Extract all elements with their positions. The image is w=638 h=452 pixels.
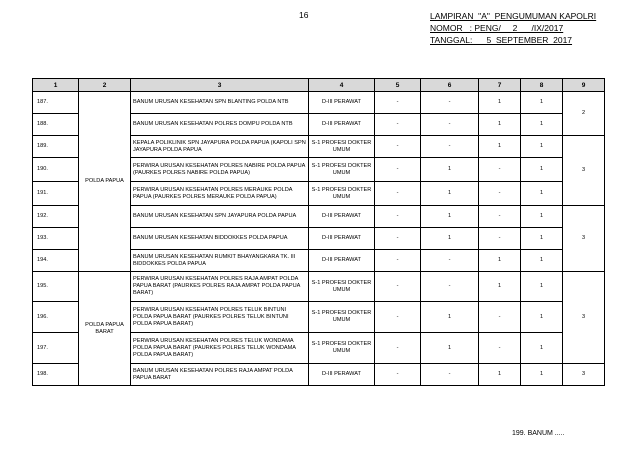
qualification-cell: S-1 PROFESI DOKTER UMUM xyxy=(309,333,375,364)
value-cell: 1 xyxy=(521,206,563,228)
value-cell: 1 xyxy=(521,228,563,250)
column-header: 5 xyxy=(375,79,421,92)
row-number: 190. xyxy=(33,158,79,182)
column-header: 6 xyxy=(421,79,479,92)
attachment-date: TANGGAL: 5 SEPTEMBER 2017 xyxy=(430,35,573,45)
value-cell: 1 xyxy=(479,136,521,158)
value-cell: - xyxy=(375,182,421,206)
group-total-cell: 3 xyxy=(563,364,605,386)
qualification-cell: D-III PERAWAT xyxy=(309,92,375,114)
value-cell: 1 xyxy=(521,333,563,364)
value-cell: - xyxy=(479,182,521,206)
value-cell: 1 xyxy=(421,333,479,364)
row-number: 191. xyxy=(33,182,79,206)
value-cell: 1 xyxy=(521,182,563,206)
value-cell: 1 xyxy=(421,182,479,206)
row-number: 197. xyxy=(33,333,79,364)
qualification-cell: D-III PERAWAT xyxy=(309,364,375,386)
row-number: 188. xyxy=(33,114,79,136)
value-cell: 1 xyxy=(521,364,563,386)
table-row xyxy=(33,92,605,114)
value-cell: - xyxy=(421,114,479,136)
column-header: 7 xyxy=(479,79,521,92)
value-cell: 1 xyxy=(479,250,521,272)
value-cell: - xyxy=(375,333,421,364)
value-cell: - xyxy=(375,206,421,228)
group-total-cell: 3 xyxy=(563,206,605,272)
value-cell: 1 xyxy=(479,92,521,114)
qualification-cell: S-1 PROFESI DOKTER UMUM xyxy=(309,302,375,333)
value-cell: - xyxy=(421,250,479,272)
row-number: 194. xyxy=(33,250,79,272)
row-number: 189. xyxy=(33,136,79,158)
value-cell: - xyxy=(375,228,421,250)
value-cell: - xyxy=(375,272,421,302)
column-header: 9 xyxy=(563,79,605,92)
attachment-header xyxy=(430,10,596,46)
value-cell: - xyxy=(375,302,421,333)
value-cell: 1 xyxy=(521,250,563,272)
row-number: 187. xyxy=(33,92,79,114)
position-cell: BANUM URUSAN KESEHATAN BIDDOKKES POLDA PAPUA xyxy=(131,228,309,250)
group-total-cell: 2 xyxy=(563,92,605,136)
value-cell: - xyxy=(421,92,479,114)
value-cell: - xyxy=(479,333,521,364)
value-cell: - xyxy=(375,250,421,272)
qualification-cell: S-1 PROFESI DOKTER UMUM xyxy=(309,136,375,158)
column-header: 1 xyxy=(33,79,79,92)
value-cell: 1 xyxy=(421,158,479,182)
position-cell: BANUM URUSAN KESEHATAN RUMKIT BHAYANGKARA TK. III BIDDOKKES POLDA PAPUA xyxy=(131,250,309,272)
group-total-cell: 3 xyxy=(563,136,605,206)
value-cell: 1 xyxy=(421,206,479,228)
value-cell: 1 xyxy=(421,302,479,333)
position-cell: BANUM URUSAN KESEHATAN POLRES RAJA AMPAT POLDA PAPUA BARAT xyxy=(131,364,309,386)
value-cell: - xyxy=(479,228,521,250)
value-cell: - xyxy=(479,302,521,333)
region-cell: POLDA PAPUA BARAT xyxy=(79,272,131,386)
qualification-cell: D-III PERAWAT xyxy=(309,228,375,250)
column-header: 4 xyxy=(309,79,375,92)
value-cell: - xyxy=(375,92,421,114)
value-cell: 1 xyxy=(521,92,563,114)
value-cell: 1 xyxy=(421,228,479,250)
region-cell: POLDA PAPUA xyxy=(79,92,131,272)
group-total-cell: 3 xyxy=(563,272,605,364)
row-number: 198. xyxy=(33,364,79,386)
qualification-cell: S-1 PROFESI DOKTER UMUM xyxy=(309,158,375,182)
position-table xyxy=(32,78,605,386)
value-cell: 1 xyxy=(479,272,521,302)
column-header: 8 xyxy=(521,79,563,92)
position-cell: PERWIRA URUSAN KESEHATAN POLRES TELUK BINTUNI POLDA PAPUA BARAT (PAURKES POLRES TELUK BINTUNI POLDA PAPUA BARAT) xyxy=(131,302,309,333)
value-cell: - xyxy=(421,364,479,386)
attachment-number: NOMOR : PENG/ 2 /IX/2017 xyxy=(430,23,564,33)
position-cell: PERWIRA URUSAN KESEHATAN POLRES TELUK WONDAMA POLDA PAPUA BARAT (PAURKES POLRES TELUK WONDAMA POLDA PAPUA BARAT) xyxy=(131,333,309,364)
value-cell: - xyxy=(421,272,479,302)
value-cell: - xyxy=(375,158,421,182)
page-number: 16 xyxy=(299,10,309,20)
value-cell: 1 xyxy=(479,114,521,136)
row-number: 193. xyxy=(33,228,79,250)
value-cell: - xyxy=(375,136,421,158)
qualification-cell: D-III PERAWAT xyxy=(309,206,375,228)
value-cell: 1 xyxy=(521,302,563,333)
value-cell: 1 xyxy=(521,158,563,182)
value-cell: - xyxy=(479,206,521,228)
position-cell: PERWIRA URUSAN KESEHATAN POLRES RAJA AMPAT POLDA PAPUA BARAT (PAURKES POLRES RAJA AMPAT POLDA PAPUA BARAT) xyxy=(131,272,309,302)
qualification-cell: D-III PERAWAT xyxy=(309,114,375,136)
value-cell: 1 xyxy=(521,272,563,302)
position-cell: PERWIRA URUSAN KESEHATAN POLRES NABIRE POLDA PAPUA (PAURKES POLRES NABIRE POLDA PAPUA) xyxy=(131,158,309,182)
value-cell: - xyxy=(375,364,421,386)
qualification-cell: S-1 PROFESI DOKTER UMUM xyxy=(309,272,375,302)
table-row xyxy=(33,272,605,302)
value-cell: 1 xyxy=(479,364,521,386)
row-number: 195. xyxy=(33,272,79,302)
value-cell: - xyxy=(421,136,479,158)
value-cell: 1 xyxy=(521,114,563,136)
next-page-continuation: 199. BANUM ..... xyxy=(512,430,565,437)
table-header-row xyxy=(33,79,605,92)
qualification-cell: S-1 PROFESI DOKTER UMUM xyxy=(309,182,375,206)
value-cell: 1 xyxy=(521,136,563,158)
column-header: 3 xyxy=(131,79,309,92)
position-cell: KEPALA POLIKLINIK SPN JAYAPURA POLDA PAPUA (KAPOLI SPN JAYAPURA POLDA PAPUA xyxy=(131,136,309,158)
row-number: 196. xyxy=(33,302,79,333)
row-number: 192. xyxy=(33,206,79,228)
attachment-title: LAMPIRAN "A" PENGUMUMAN KAPOLRI xyxy=(430,11,597,21)
value-cell: - xyxy=(479,158,521,182)
value-cell: - xyxy=(375,114,421,136)
position-cell: PERWIRA URUSAN KESEHATAN POLRES MERAUKE POLDA PAPUA (PAURKES POLRES MERAUKE POLDA PAPUA) xyxy=(131,182,309,206)
position-cell: BANUM URUSAN KESEHATAN SPN BLANTING POLDA NTB xyxy=(131,92,309,114)
position-cell: BANUM URUSAN KESEHATAN POLRES DOMPU POLDA NTB xyxy=(131,114,309,136)
position-cell: BANUM URUSAN KESEHATAN SPN JAYAPURA POLDA PAPUA xyxy=(131,206,309,228)
column-header: 2 xyxy=(79,79,131,92)
qualification-cell: D-III PERAWAT xyxy=(309,250,375,272)
